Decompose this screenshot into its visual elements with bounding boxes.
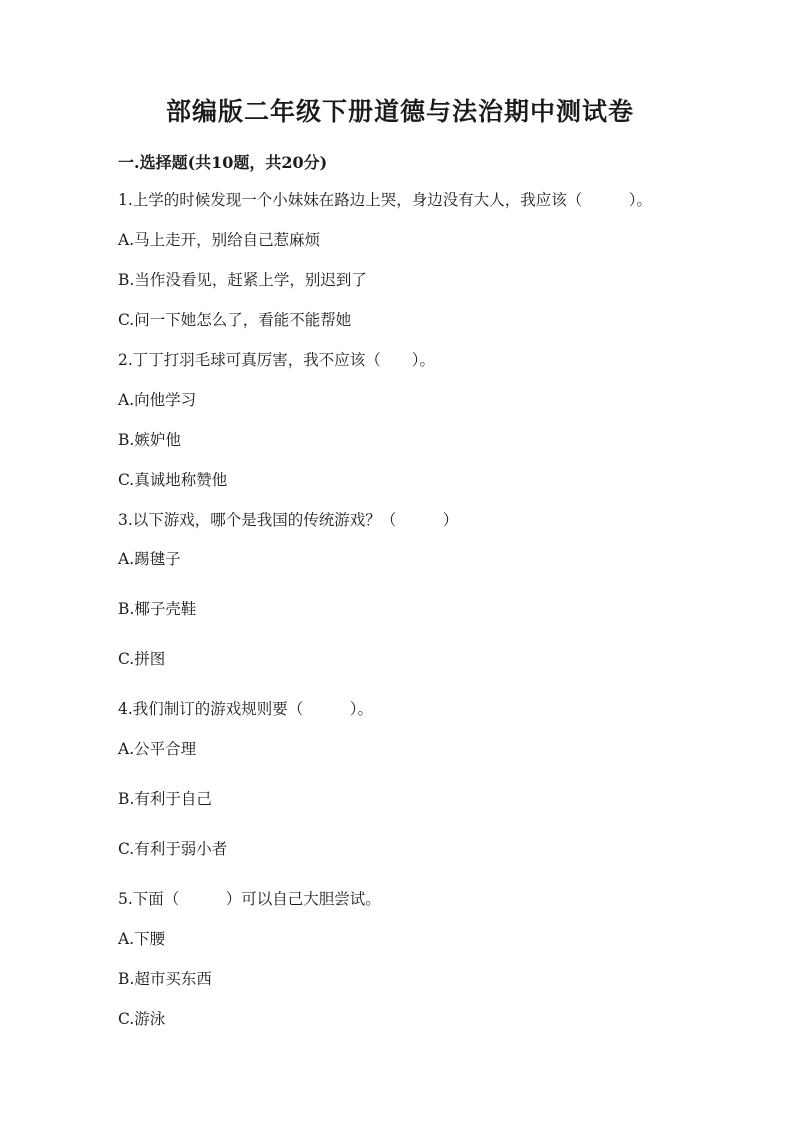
page-title: 部编版二年级下册道德与法治期中测试卷 bbox=[165, 97, 634, 126]
question-2-stem: 2.丁丁打羽毛球可真厉害，我不应该（ ）。 bbox=[118, 351, 436, 369]
question-3-stem: 3.以下游戏，哪个是我国的传统游戏？（ ） bbox=[118, 511, 459, 529]
question-5-option-b: B.超市买东西 bbox=[118, 970, 212, 988]
question-4-option-b: B.有利于自己 bbox=[118, 790, 212, 808]
question-3-option-c: C.拼图 bbox=[118, 650, 166, 668]
question-1-option-c: C.问一下她怎么了，看能不能帮她 bbox=[118, 311, 352, 329]
question-2-option-a: A.向他学习 bbox=[118, 391, 197, 409]
question-5-stem: 5.下面（ ）可以自己大胆尝试。 bbox=[118, 890, 381, 908]
question-2-option-b: B.嫉妒他 bbox=[118, 431, 181, 449]
question-3-option-b: B.椰子壳鞋 bbox=[118, 600, 197, 618]
question-3-option-a: A.踢毽子 bbox=[118, 550, 181, 568]
question-2-option-c: C.真诚地称赞他 bbox=[118, 471, 228, 489]
question-4-option-a: A.公平合理 bbox=[118, 740, 197, 758]
question-1-stem: 1.上学的时候发现一个小妹妹在路边上哭，身边没有大人，我应该（ ）。 bbox=[118, 191, 653, 209]
question-5-option-c: C.游泳 bbox=[118, 1010, 166, 1028]
section-heading: 一.选择题(共10题，共20分) bbox=[118, 153, 328, 172]
question-4-option-c: C.有利于弱小者 bbox=[118, 840, 228, 858]
question-5-option-a: A.下腰 bbox=[118, 930, 166, 948]
question-1-option-a: A.马上走开，别给自己惹麻烦 bbox=[118, 231, 321, 249]
question-1-option-b: B.当作没看见，赶紧上学，别迟到了 bbox=[118, 271, 367, 289]
question-4-stem: 4.我们制订的游戏规则要（ ）。 bbox=[118, 700, 374, 718]
